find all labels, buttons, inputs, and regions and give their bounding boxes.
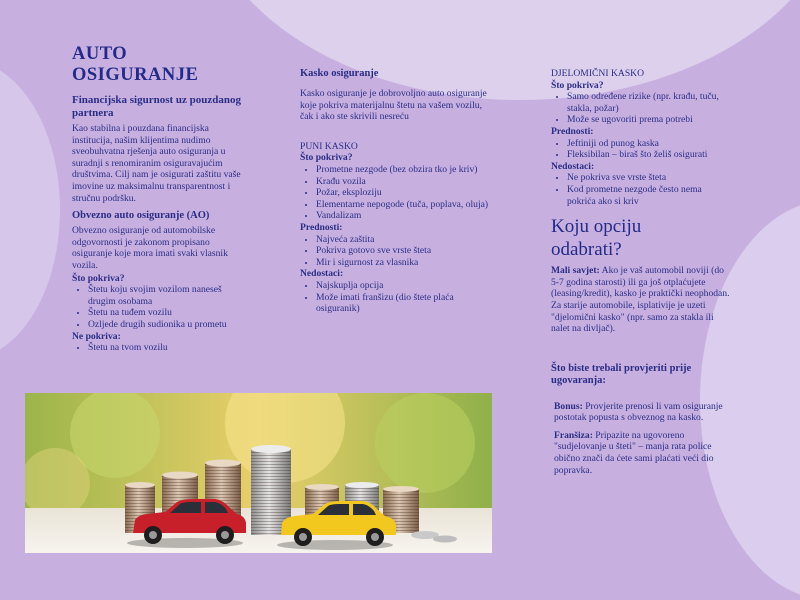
list-item: • Vandalizam — [316, 210, 490, 222]
choose-line-1: Koju opciju — [551, 216, 642, 238]
list-item: • Štetu na tuđem vozilu — [88, 307, 250, 319]
list-item: • Može imati franšizu (dio štete plaća osiguranik) — [316, 292, 490, 315]
list-item: • Prometne nezgode (bez obzira tko je kriv) — [316, 164, 490, 176]
kasko-heading: Kasko osiguranje — [300, 68, 379, 79]
cars-and-coins-photo — [25, 393, 492, 553]
ao-covers-list — [72, 284, 250, 330]
tip-label: Mali savjet: — [551, 265, 600, 277]
list-item: • Krađu vozila — [316, 176, 490, 188]
title-line-2: OSIGURANJE — [72, 65, 199, 85]
bonus-label: Bonus: — [554, 400, 583, 412]
franchise-text: Pripazite na ugovoreno "sudjelovanje u šteti" – manja rata police obično znači da ćete sami plaćati veći dio popravka. — [554, 429, 714, 476]
list-item: • Jeftiniji od punog kaska — [567, 138, 731, 150]
full-covers-label: Što pokriva? — [300, 152, 353, 164]
ao-covers-label: Što pokriva? — [72, 272, 125, 284]
tip-text: Ako je vaš automobil noviji (do 5-7 godina starosti) ili ga još otplaćujete (leasing/kredit), kasko je praktički neophodan. Za starije automobile, isplativije je uzeti "djelomični kasko" (npr. samo za stakla ili nalet na divljač). — [551, 265, 730, 335]
ao-heading: Obvezno auto osiguranje (AO) — [72, 210, 210, 222]
list-item: • Mir i sigurnost za vlasnika — [316, 257, 490, 269]
list-item: • Pokriva gotovo sve vrste šteta — [316, 245, 490, 257]
full-pros-label: Prednosti: — [300, 221, 343, 233]
intro-paragraph: Kao stabilna i pouzdana financijska institucija, našim klijentima nudimo sveobuhvatna rješenja auto osiguranja u suradnji s renomiranim osiguravajućim društvima. Cilj nam je osigurati zaštitu vaše imovine uz maksimalnu transparentnost i stručnu podršku. — [72, 123, 241, 204]
partial-pros-list — [551, 138, 731, 161]
full-cons-list — [300, 280, 490, 315]
page-title — [72, 44, 250, 86]
list-item: • Štetu koju svojim vozilom naneseš drugim osobama — [88, 284, 250, 307]
partial-covers-label: Što pokriva? — [551, 79, 604, 91]
list-item: • Štetu na tvom vozilu — [88, 342, 250, 354]
title-line-1: AUTO — [72, 44, 128, 64]
list-item: • Elementarne nepogode (tuča, poplava, oluja) — [316, 199, 490, 211]
ao-paragraph: Obvezno osiguranje od automobilske odgovornosti je zakonom propisano osiguranje koje mora imati svaki vlasnik vozila. — [72, 225, 228, 271]
list-item: • Ne pokriva sve vrste šteta — [567, 172, 731, 184]
list-item: • Samo određene rizike (npr. krađu, tuču, stakla, požar) — [567, 91, 731, 114]
bonus-paragraph — [551, 401, 731, 424]
list-item: • Ozljede drugih sudionika u prometu — [88, 319, 250, 331]
full-kasko-heading: PUNI KASKO — [300, 140, 358, 152]
list-item: • Požar, eksploziju — [316, 187, 490, 199]
list-item: • Najskuplja opcija — [316, 280, 490, 292]
partial-cons-label: Nedostaci: — [551, 160, 595, 172]
list-item: • Fleksibilan – biraš što želiš osigurati — [567, 149, 731, 161]
partial-covers-list — [551, 91, 731, 126]
list-item: • Kod prometne nezgode često nema pokrića ako si kriv — [567, 184, 731, 207]
bonus-text: Provjerite prenosi li vam osiguranje postotak popusta s obveznog na kasko. — [554, 400, 723, 424]
check-heading: Što biste trebali provjeriti prije ugovaranja: — [551, 362, 692, 386]
partial-pros-label: Prednosti: — [551, 125, 594, 137]
choose-line-2: odabrati? — [551, 239, 622, 261]
column-auto-insurance — [72, 44, 250, 354]
partial-cons-list — [551, 172, 731, 207]
choose-heading — [551, 215, 731, 261]
list-item: • Najveća zaštita — [316, 234, 490, 246]
franchise-label: Franšiza: — [554, 429, 593, 441]
kasko-paragraph: Kasko osiguranje je dobrovoljno auto osiguranje koje pokriva materijalnu štetu na vašem vozilu, čak i ako ste skrivili nesreću — [300, 88, 487, 123]
full-pros-list — [300, 234, 490, 269]
franchise-paragraph — [551, 430, 731, 476]
ao-not-covers-label: Ne pokriva: — [72, 330, 121, 342]
tip-paragraph — [551, 265, 731, 335]
column-partial-kasko — [551, 68, 731, 482]
background-shape-left — [0, 60, 60, 360]
partial-kasko-heading: DJELOMIČNI KASKO — [551, 68, 645, 79]
full-cons-label: Nedostaci: — [300, 268, 344, 280]
ao-not-covers-list — [72, 342, 250, 354]
column-kasko — [300, 68, 490, 315]
cars-and-coin-stacks-photo — [25, 393, 492, 553]
full-covers-list — [300, 164, 490, 222]
subtitle: Financijska sigurnost uz pouzdanog partnera — [72, 94, 242, 119]
list-item: • Može se ugovoriti prema potrebi — [567, 114, 731, 126]
